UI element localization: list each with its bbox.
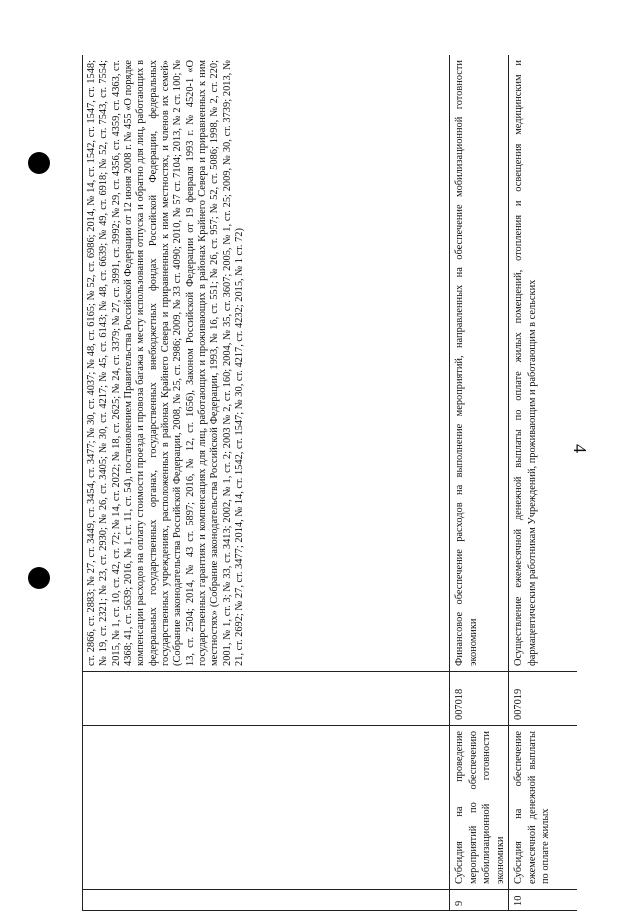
table-row <box>449 55 509 911</box>
row-number: 10 <box>509 889 577 911</box>
table-row <box>82 55 450 911</box>
row-number: 9 <box>450 889 509 911</box>
subsidy-code: 007018 <box>450 671 509 725</box>
binder-hole-bottom <box>28 567 50 589</box>
table-row <box>508 55 577 911</box>
subsidy-description: Осуществление ежемесячной денежной выплаты по оплате жилых помещений, отопления и освещения медицинским и фармацевтическим работникам Учреждений, проживающим и работающим в сельских <box>513 60 538 666</box>
subsidy-description: ст. 2866, ст. 2883; № 27, ст. 3449, ст. 3454, ст. 3477; № 30, ст. 4037; № 48, ст. 6165; № 52, ст. 6986; 2014, № 14, ст. 1542, ст. 1547, ст. 1548; № 19, ст. 2321; № 23, ст. 2930; № 26, ст. 3405; № 30, ст. 4217; № 45, ст. 6143; № 48, ст. 6639; № 49, ст. 6918; № 52, ст. 7543, ст. 7554; 2015, № 1, ст. 10, ст. 42, ст. 72; № 14, ст. 2022; № 18, ст. 2625; № 24, ст. 3379; № 27, ст. 3991, ст. 3992; № 29, ст. 4356, ст. 4359, ст. 4363, ст. 4368; 41, ст. 5639; 2016, № 1, ст. 11, ст. 54), постановлением Правительства Российской Федерации от 12 июня 2008 г. № 455 «О порядке компенсации расходов на оплату стоимости проезда и провоза багажа к месту использования отпуска и обратно для лиц, работающих в федеральных государственных органах, государственных внебюджетных фондах Российской Федерации, федеральных государственных учреждениях, расположенных в районах Крайнего Севера и приравненных к ним местностях, и членов их семей» (Собрание законодательства Российской Федерации, 2008, № 25, ст. 2986; 2009, № 33 ст. 4090; 2010, № 57 ст. 7104; 2013, № 2 ст. 100; № 13, ст. 2504; 2014, № 43 ст. 5897; 2016, № 12, ст. 1656), Законом Российской Федерации от 19 февраля 1993 г. № 4520-1 «О государственных гарантиях и компенсациях для лиц, работающих и проживающих в районах Крайнего Севера и приравненных к ним местностях» (Собрание законодательства Российской Федерации, 1993, № 16, ст. 551; № 26, ст. 957; № 52, ст. 5086; 1998, № 2, ст. 220; 2001, № 1, ст. 3; № 33, ст. 3413; 2002, № 1, ст. 2; 2003 № 2, ст. 160; 2004, № 35, ст. 3607; 2005, № 1, ст. 25; 2009, № 30, ст. 3739; 2013, № 21, ст. 2692; № 27, ст. 3477; 2014, № 14, ст. 1542, ст. 1547; № 30, ст. 4217, ст. 4232; 2015, № 1 ст. 72) <box>86 60 246 666</box>
subsidy-code: 007019 <box>509 671 577 725</box>
subsidy-name: Субсидия на обеспечение ежемесячной денежной выплаты по оплате жилых <box>509 725 577 889</box>
subsidy-description: Финансовое обеспечение расходов на выполнение мероприятий, направленных на обеспечение мобилизационной готовности экономики <box>454 60 479 666</box>
row-number <box>83 889 450 911</box>
document-table <box>82 55 577 911</box>
page-number: 4 <box>570 444 590 453</box>
subsidy-code <box>83 671 450 725</box>
binder-hole-top <box>28 152 50 174</box>
subsidy-name: Субсидия на проведение мероприятий по обеспечению мобилизационной готовности экономики <box>450 725 509 889</box>
subsidy-name <box>83 725 450 889</box>
